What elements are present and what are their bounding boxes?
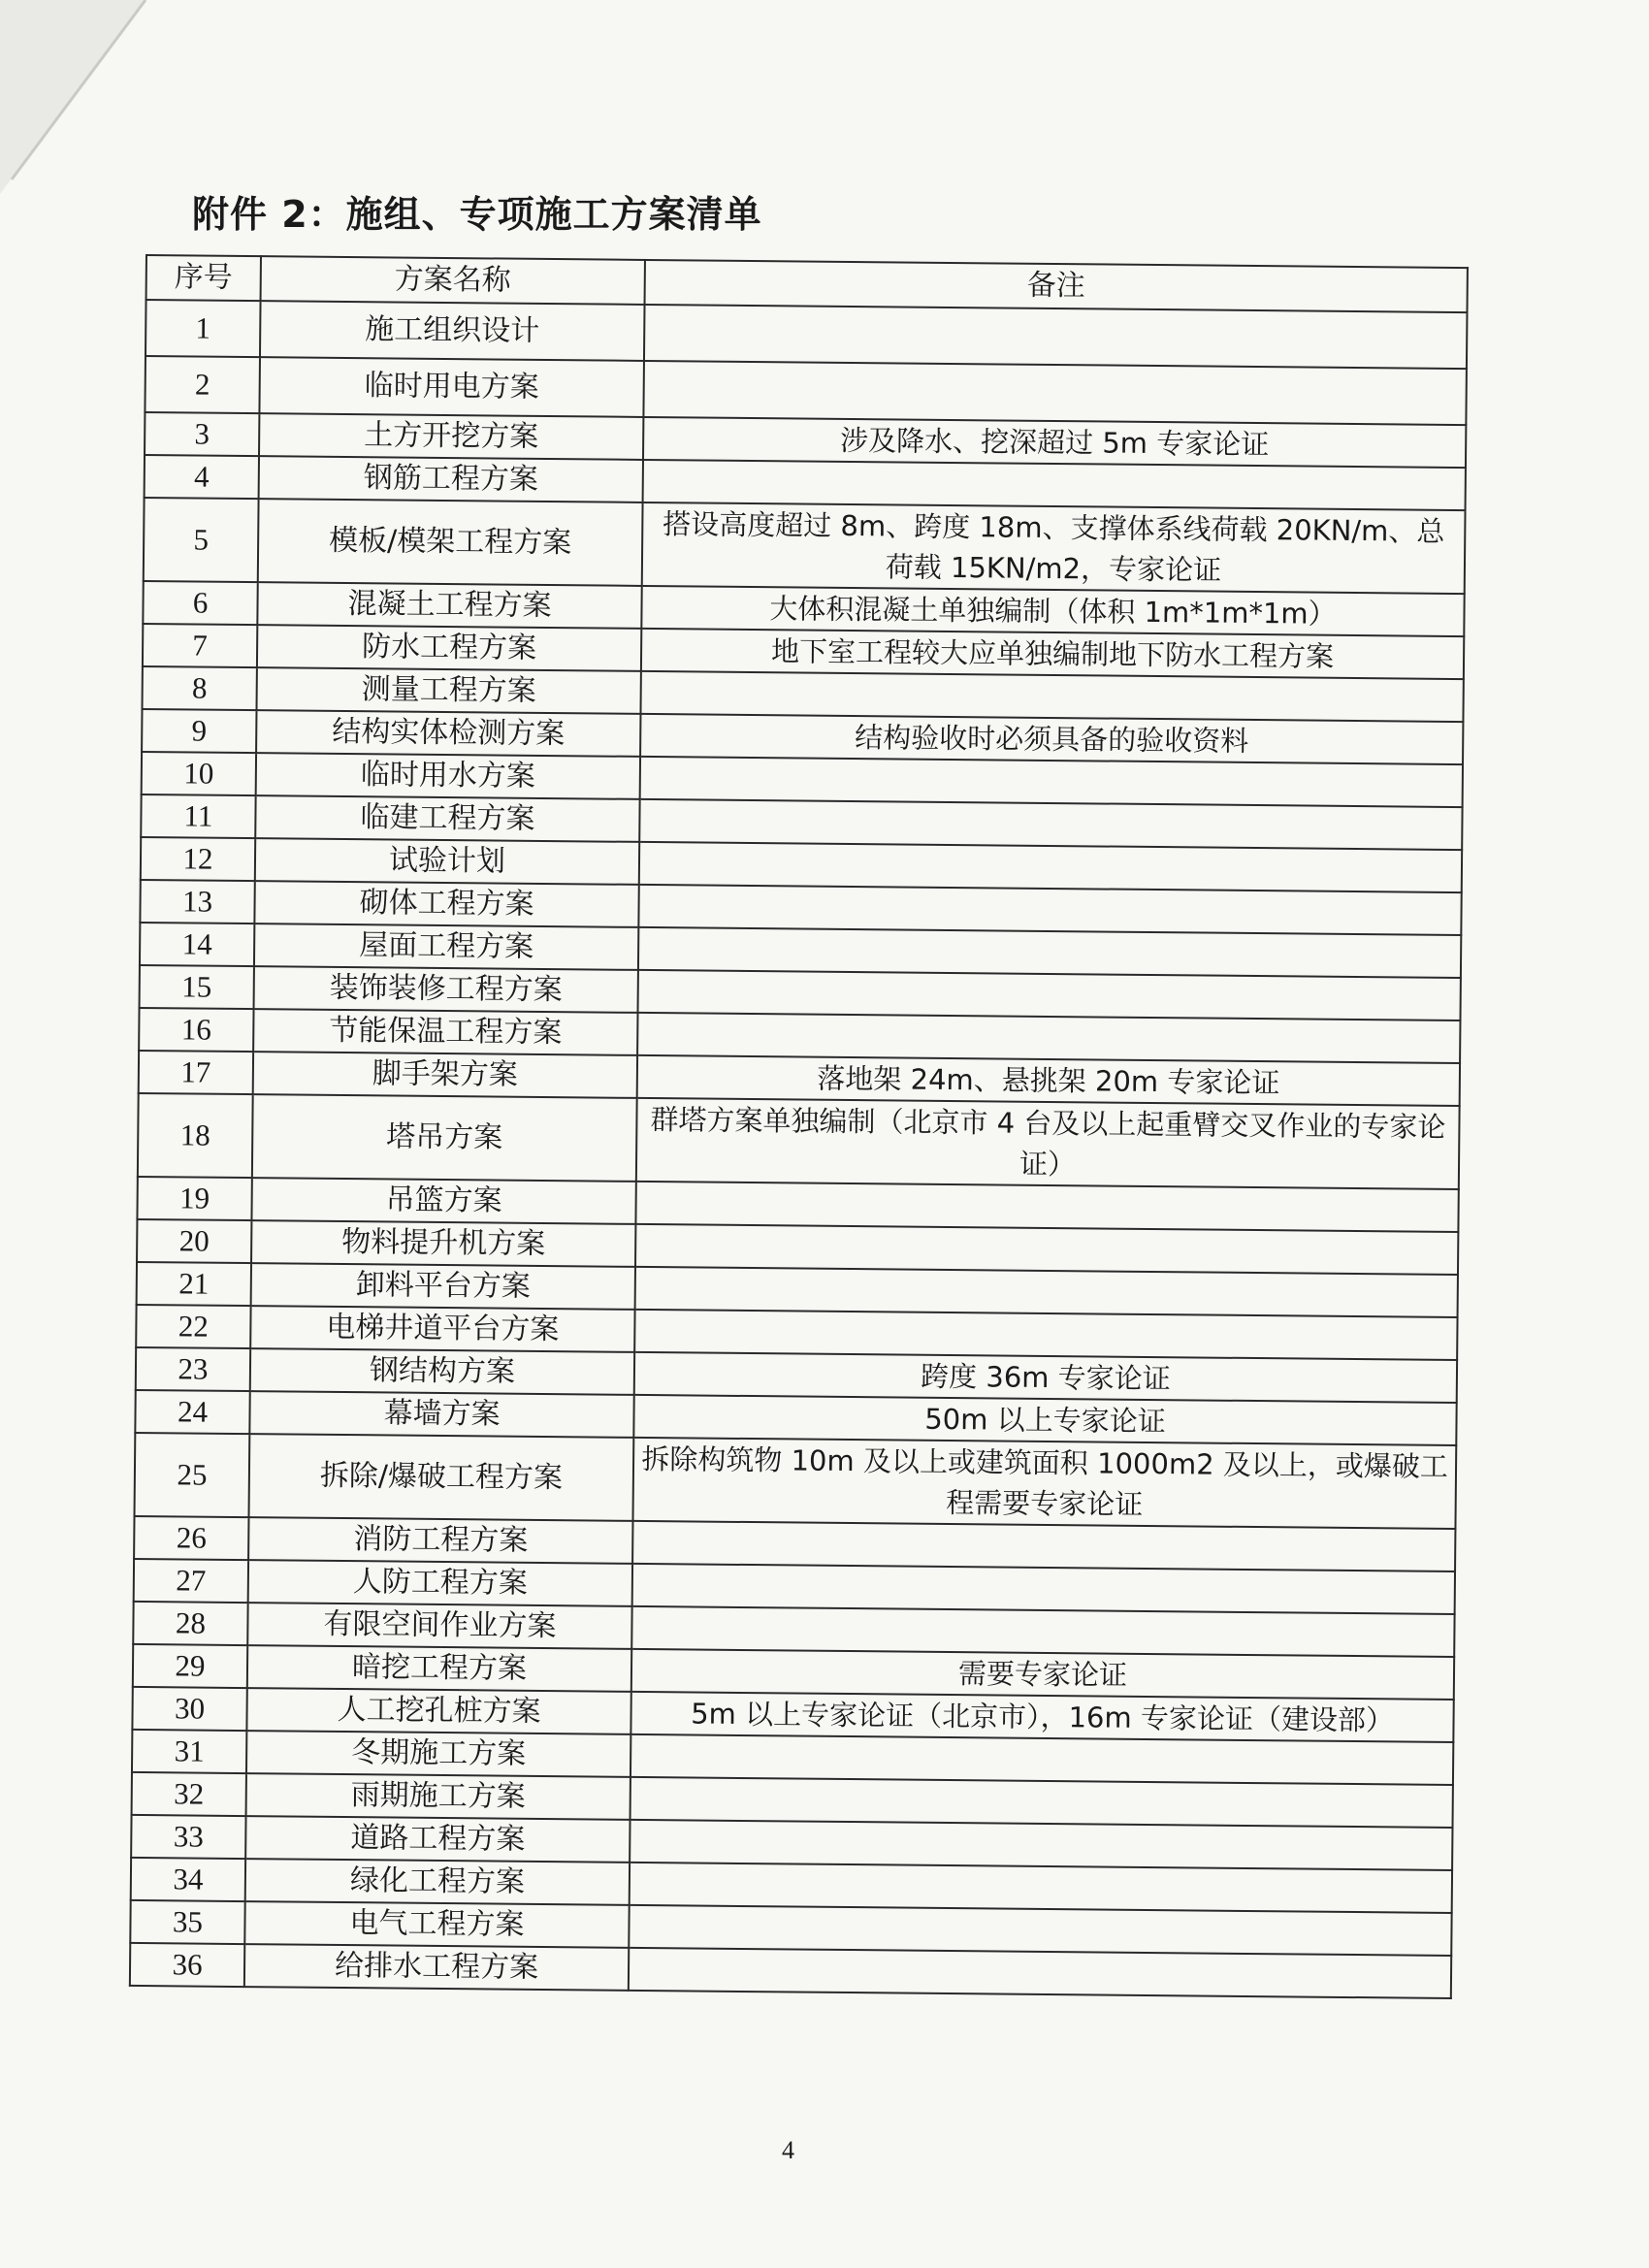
row-remarks — [629, 1948, 1451, 1998]
row-remarks — [644, 305, 1468, 369]
row-remarks: 落地架 24m、悬挑架 20m 专家论证 — [637, 1055, 1460, 1106]
row-number: 5 — [144, 498, 259, 582]
row-number: 32 — [132, 1772, 246, 1816]
row-remarks: 5m 以上专家论证（北京市），16m 专家论证（建设部） — [630, 1692, 1453, 1742]
row-plan-name: 电气工程方案 — [244, 1901, 629, 1948]
row-remarks: 搭设高度超过 8m、跨度 18m、支撑体系线荷载 20KN/m、总荷载 15KN/m2，专家论证 — [642, 502, 1466, 594]
row-plan-name: 临时用水方案 — [256, 753, 640, 799]
row-remarks — [643, 361, 1467, 425]
row-plan-name: 给排水工程方案 — [244, 1944, 629, 1991]
row-number: 24 — [135, 1390, 249, 1434]
row-remarks: 需要专家论证 — [631, 1649, 1454, 1700]
row-remarks: 涉及降水、挖深超过 5m 专家论证 — [643, 417, 1466, 468]
row-plan-name: 结构实体检测方案 — [256, 710, 640, 757]
row-number: 10 — [142, 752, 256, 795]
row-plan-name: 雨期施工方案 — [246, 1773, 630, 1820]
row-number: 27 — [134, 1559, 248, 1603]
row-number: 33 — [131, 1815, 245, 1859]
row-plan-name: 脚手架方案 — [253, 1052, 637, 1098]
row-number: 8 — [142, 666, 256, 710]
row-plan-name: 节能保温工程方案 — [253, 1009, 637, 1055]
row-plan-name: 电梯井道平台方案 — [250, 1306, 634, 1352]
row-plan-name: 人工挖孔桩方案 — [246, 1688, 630, 1734]
row-plan-name: 混凝土工程方案 — [257, 582, 641, 629]
row-number: 28 — [133, 1602, 247, 1645]
row-number: 2 — [145, 356, 260, 413]
row-number: 14 — [140, 923, 254, 966]
row-number: 21 — [137, 1262, 251, 1306]
row-number: 34 — [131, 1858, 245, 1901]
row-plan-name: 防水工程方案 — [257, 625, 641, 671]
row-number: 26 — [134, 1516, 248, 1560]
table-row — [135, 1433, 1457, 1529]
row-remarks: 地下室工程较大应单独编制地下防水工程方案 — [641, 629, 1464, 679]
row-plan-name: 钢筋工程方案 — [259, 456, 643, 502]
row-plan-name: 道路工程方案 — [245, 1816, 630, 1863]
row-plan-name: 砌体工程方案 — [254, 881, 638, 927]
row-plan-name: 临建工程方案 — [255, 795, 639, 842]
row-number: 9 — [142, 709, 256, 753]
row-plan-name: 拆除/爆破工程方案 — [249, 1434, 634, 1521]
page-title: 附件 2：施组、专项施工方案清单 — [192, 193, 762, 236]
row-plan-name: 消防工程方案 — [248, 1517, 632, 1564]
row-number: 18 — [138, 1093, 253, 1178]
row-number: 17 — [139, 1051, 253, 1094]
row-plan-name: 人防工程方案 — [248, 1560, 632, 1606]
row-plan-name: 临时用电方案 — [259, 357, 644, 417]
row-remarks: 群塔方案单独编制（北京市 4 台及以上起重臂交叉作业的专家论证） — [636, 1098, 1460, 1189]
row-plan-name: 吊篮方案 — [251, 1178, 635, 1224]
row-plan-name: 装饰装修工程方案 — [254, 966, 638, 1013]
row-number: 13 — [140, 880, 254, 923]
table-body — [130, 300, 1468, 1998]
row-number: 22 — [136, 1305, 250, 1348]
row-number: 20 — [137, 1219, 251, 1263]
row-number: 23 — [136, 1347, 250, 1391]
row-plan-name: 屋面工程方案 — [254, 923, 638, 970]
row-number: 3 — [145, 412, 259, 456]
row-plan-name: 绿化工程方案 — [245, 1859, 630, 1905]
row-number: 36 — [130, 1943, 244, 1987]
row-plan-name: 物料提升机方案 — [251, 1220, 635, 1267]
row-number: 4 — [145, 455, 259, 499]
row-remarks: 50m 以上专家论证 — [633, 1395, 1456, 1445]
table-row — [144, 498, 1466, 594]
row-number: 7 — [143, 624, 257, 667]
page-number: 4 — [782, 2136, 794, 2164]
row-plan-name: 冬期施工方案 — [246, 1731, 630, 1777]
row-plan-name: 施工组织设计 — [260, 301, 645, 361]
row-remarks: 跨度 36m 专家论证 — [634, 1352, 1457, 1403]
row-remarks: 大体积混凝土单独编制（体积 1m*1m*1m） — [641, 586, 1464, 636]
row-plan-name: 塔吊方案 — [252, 1094, 637, 1182]
row-number: 25 — [135, 1433, 250, 1517]
row-number: 35 — [130, 1900, 244, 1944]
row-plan-name: 模板/模架工程方案 — [258, 499, 643, 586]
table-row — [138, 1093, 1460, 1189]
row-plan-name: 试验计划 — [255, 838, 639, 885]
header-number: 序号 — [146, 255, 261, 301]
row-plan-name: 测量工程方案 — [256, 667, 640, 714]
row-number: 6 — [143, 581, 257, 625]
header-plan-name: 方案名称 — [261, 256, 645, 305]
plan-list-table — [129, 254, 1469, 1999]
row-remarks: 结构验收时必须具备的验收资料 — [640, 714, 1463, 764]
row-plan-name: 有限空间作业方案 — [247, 1603, 631, 1649]
row-number: 16 — [139, 1008, 253, 1052]
row-remarks: 拆除构筑物 10m 及以上或建筑面积 1000m2 及以上，或爆破工程需要专家论证 — [632, 1438, 1456, 1529]
header-remarks: 备注 — [645, 260, 1468, 312]
row-number: 11 — [141, 794, 255, 838]
row-number: 31 — [132, 1730, 246, 1773]
plan-list-table-wrapper — [129, 254, 1467, 1999]
row-plan-name: 钢结构方案 — [250, 1348, 634, 1395]
row-plan-name: 土方开挖方案 — [259, 413, 643, 460]
row-plan-name: 卸料平台方案 — [251, 1263, 635, 1310]
row-plan-name: 暗挖工程方案 — [247, 1645, 631, 1692]
row-number: 30 — [132, 1687, 246, 1731]
row-number: 19 — [137, 1177, 251, 1220]
row-number: 1 — [146, 300, 261, 357]
row-number: 29 — [133, 1644, 247, 1688]
row-number: 15 — [140, 965, 254, 1009]
row-number: 12 — [141, 837, 255, 881]
row-plan-name: 幕墙方案 — [249, 1391, 633, 1438]
